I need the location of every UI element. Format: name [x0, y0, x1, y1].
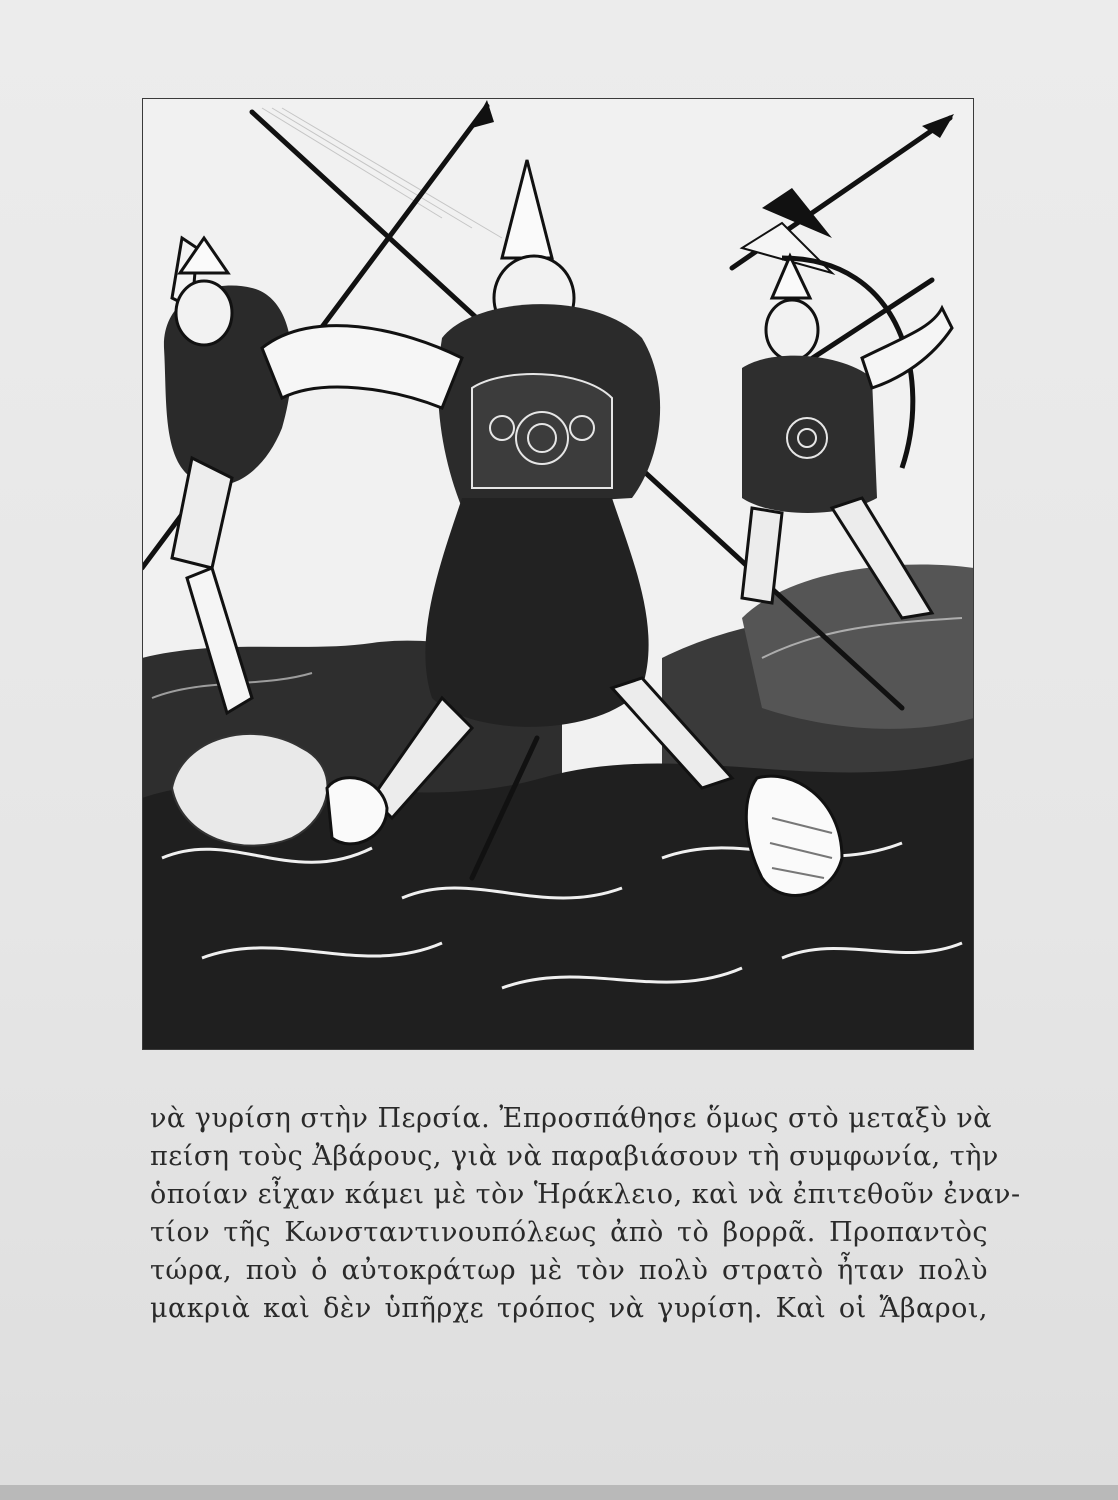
- text-line: πείση τοὺς Ἀβάρους, γιὰ νὰ παραβιάσουν τὴ συμφωνία, τὴν: [150, 1141, 999, 1172]
- text-line: τίον τῆς Κωνσταντινουπόλεως ἀπὸ τὸ βορρᾶ. Προπαντὸς: [150, 1217, 988, 1248]
- text-line: νὰ γυρίση στὴν Περσία. Ἐπροσπάθησε ὅμως στὸ μεταξὺ νὰ: [150, 1103, 992, 1134]
- text-line: ὁποίαν εἶχαν κάμει μὲ τὸν Ἡράκλειο, καὶ νὰ ἐπιτεθοῦν ἐναν-: [150, 1179, 1021, 1210]
- text-line: τώρα, ποὺ ὁ αὐτοκράτωρ μὲ τὸν πολὺ στρατὸ ἦταν πολὺ: [150, 1255, 988, 1286]
- page-bottom-edge: [0, 1485, 1118, 1500]
- body-text: [150, 1100, 1021, 1328]
- text-line: μακριὰ καὶ δὲν ὑπῆρχε τρόπος νὰ γυρίση. Καὶ οἱ Ἄβαροι,: [150, 1293, 988, 1324]
- warriors-illustration: [142, 98, 974, 1050]
